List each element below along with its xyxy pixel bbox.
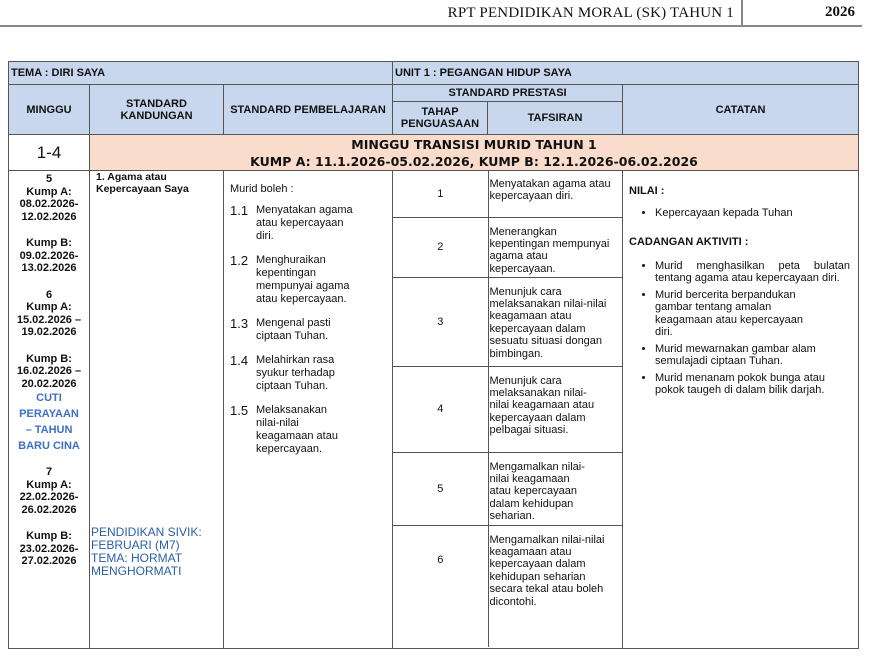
tema-cell: TEMA : DIRI SAYA <box>9 62 393 85</box>
pembelajaran-intro: Murid boleh : <box>230 183 294 195</box>
header-tafsiran: TAFSIRAN <box>488 102 623 135</box>
tafsiran-4: Menunjuk cara melaksanakan nilai-nilai keagamaan atau kepercayaan dalam pelbagai situasi. <box>488 366 622 452</box>
week-6-kump-a-dates: 15.02.2026 – 19.02.2026 <box>16 313 82 338</box>
minggu-column <box>9 171 90 649</box>
sp-text: Melaksanakan nilai-nilai keagamaan atau kepercayaan. <box>256 404 338 455</box>
transition-line-1: MINGGU TRANSISI MURID TAHUN 1 <box>351 136 597 152</box>
kandungan-title: 1. Agama atau Kepercayaan Saya <box>96 171 189 195</box>
week-5-kump-b-dates: 09.02.2026- 13.02.2026 <box>19 249 79 274</box>
header-catatan: CATATAN <box>623 85 859 135</box>
week-5-kump-b-label: Kump B: <box>26 237 72 249</box>
transition-banner <box>90 135 859 171</box>
tafsiran-1: Menyatakan agama atau kepercayaan diri. <box>489 178 611 203</box>
sp-item <box>230 403 386 456</box>
sp-text: Mengenal pasti ciptaan Tuhan. <box>256 317 331 342</box>
aktiviti-item: • Murid mewarnakan gambar alam semulajadi ciptaan Tuhan. <box>655 343 850 368</box>
aktiviti-list <box>629 260 850 397</box>
aktiviti-item: • Murid menghasilkan peta bulatan tentang agama atau kepercayaan diri. <box>655 260 850 285</box>
aktiviti-label: CADANGAN AKTIVITI : <box>629 235 749 248</box>
week-7: 7 <box>45 466 53 478</box>
header-standard-prestasi: STANDARD PRESTASI <box>393 85 623 102</box>
tafsiran-6: Mengamalkan nilai-nilai keagamaan atau kepercayaan dalam kehidupan seharian secara tekal atau boleh dicontohi. <box>488 525 622 647</box>
tafsiran-3: Menunjuk cara melaksanakan nilai-nilai keagamaan atau kepercayaan dalam sesuatu situasi dongan bimbingan. <box>488 277 622 366</box>
document-title: RPT PENDIDIKAN MORAL (SK) TAHUN 1 <box>447 5 734 21</box>
week-6: 6 <box>45 288 53 301</box>
week-7-kump-b-dates: 23.02.2026- 27.02.2026 <box>19 542 79 567</box>
sivik-note: PENDIDIKAN SIVIK: FEBRUARI (M7) TEMA: HORMAT MENGHORMATI <box>91 525 202 578</box>
aktiviti-item: • Murid menanam pokok bunga atau pokok taugeh di dalam bilik darjah. <box>655 372 850 397</box>
nilai-list <box>629 207 850 220</box>
tafsiran-2: Menerangkan kepentingan mempunyai agama atau kepercayaan. <box>488 217 622 277</box>
kandungan-column <box>90 171 224 649</box>
sp-text: Menghuraikan kepentingan mempunyai agama atau kepercayaan. <box>256 254 350 305</box>
tahap-4: 4 <box>393 366 488 452</box>
sp-item <box>230 353 386 393</box>
week-7-kump-a-dates: 22.02.2026- 26.02.2026 <box>19 491 79 516</box>
transition-line-2: KUMP A: 11.1.2026-05.02.2026, KUMP B: 12.1.2026-06.02.2026 <box>250 153 698 169</box>
tahap-5: 5 <box>393 452 488 525</box>
catatan-column <box>623 171 859 649</box>
sp-item <box>230 316 386 343</box>
week-6-kump-a-label: Kump A: <box>26 301 72 313</box>
nilai-label: NILAI : <box>629 185 665 197</box>
header-divider <box>741 0 743 26</box>
aktiviti-item: • Murid bercerita berpandukan gambar tentang amalan keagamaan atau kepercayaan diri. <box>655 289 850 339</box>
prestasi-column <box>393 171 623 649</box>
week-7-kump-a-label: Kump A: <box>26 478 72 491</box>
week-5: 5 <box>45 173 53 185</box>
tahap-3: 3 <box>393 277 488 366</box>
document-year: 2026 <box>825 4 855 20</box>
nilai-item: • Kepercayaan kepada Tuhan <box>655 207 850 220</box>
tahap-1: 1 <box>393 171 488 217</box>
sp-item <box>230 203 386 243</box>
header-tahap: TAHAP PENGUASAAN <box>393 102 488 135</box>
transition-weeks: 1-4 <box>9 135 90 171</box>
page-header <box>0 0 871 28</box>
unit-cell: UNIT 1 : PEGANGAN HIDUP SAYA <box>393 62 859 85</box>
header-minggu: MINGGU <box>9 85 90 135</box>
sp-num: 1.2 <box>230 253 249 268</box>
rpt-table <box>8 61 859 649</box>
sp-text: Melahirkan rasa syukur terhadap ciptaan Tuhan. <box>256 354 335 392</box>
week-5-kump-a-dates: 08.02.2026- 12.02.2026 <box>19 198 79 223</box>
week-5-kump-a-label: Kump A: <box>26 185 72 198</box>
sp-item <box>230 253 386 306</box>
week-6-kump-b-dates: 16.02.2026 – 20.02.2026 <box>16 365 82 390</box>
sp-num: 1.4 <box>230 353 249 368</box>
tafsiran-5: Mengamalkan nilai-nilai keagamaan atau kepercayaan dalam kehidupan seharian. <box>488 452 622 525</box>
tahap-2: 2 <box>393 217 488 277</box>
prestasi-table <box>393 171 622 647</box>
cuti-perayaan-note: CUTI PERAYAAN – TAHUN BARU CINA <box>18 392 80 452</box>
sp-num: 1.3 <box>230 316 249 331</box>
pembelajaran-column <box>224 171 393 649</box>
sp-num: 1.5 <box>230 403 249 418</box>
week-6-kump-b-label: Kump B: <box>26 352 72 365</box>
header-standard-pembelajaran: STANDARD PEMBELAJARAN <box>224 85 393 135</box>
week-7-kump-b-label: Kump B: <box>26 530 72 542</box>
tahap-6: 6 <box>393 525 488 647</box>
sp-text: Menyatakan agama atau kepercayaan diri. <box>256 204 353 242</box>
header-rule <box>0 25 862 27</box>
sp-num: 1.1 <box>230 203 249 218</box>
header-standard-kandungan: STANDARD KANDUNGAN <box>90 85 224 135</box>
